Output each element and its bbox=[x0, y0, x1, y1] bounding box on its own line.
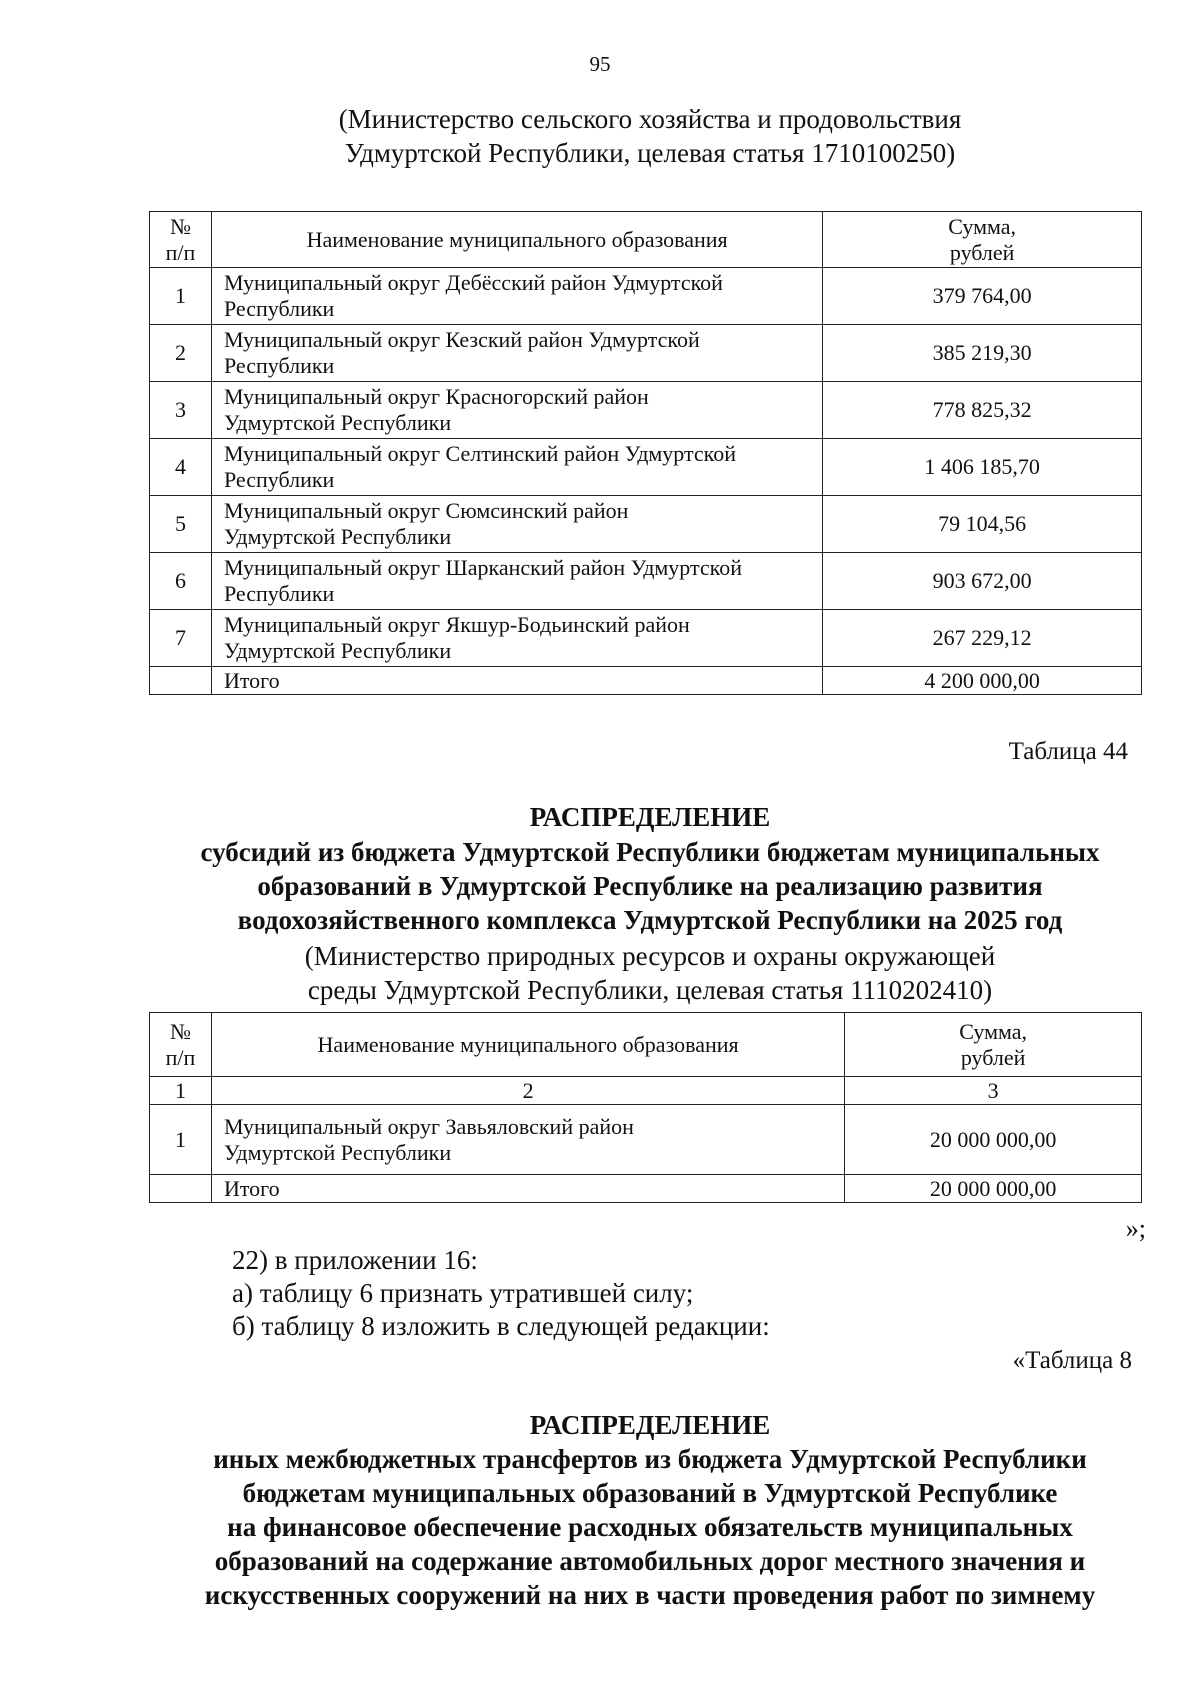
row-sum: 79 104,56 bbox=[823, 496, 1142, 553]
header-num-line: № bbox=[169, 213, 191, 239]
table-row bbox=[150, 268, 1142, 325]
row-name bbox=[211, 553, 822, 610]
subtitle-line: (Министерство сельского хозяйства и продовольствия bbox=[338, 104, 962, 134]
row-name-line: Муниципальный округ Дебёсский район Удмуртской bbox=[223, 270, 723, 295]
row-num: 3 bbox=[150, 382, 212, 439]
row-name-line: Удмуртской Республики bbox=[223, 410, 452, 435]
header-name: Наименование муниципального образования bbox=[211, 1013, 844, 1077]
header-num-line: № bbox=[169, 1018, 191, 1044]
row-sum: 778 825,32 bbox=[823, 382, 1142, 439]
table-row bbox=[150, 610, 1142, 667]
subtitle-line: Удмуртской Республики, целевая статья 1710100250) bbox=[344, 138, 956, 168]
row-name-line: Муниципальный округ Завьяловский район bbox=[223, 1113, 634, 1139]
header-num-line: п/п bbox=[165, 1044, 196, 1070]
row-name-line: Республики bbox=[223, 581, 335, 606]
table-row bbox=[150, 1105, 1142, 1175]
row-name bbox=[211, 382, 822, 439]
row-sum: 379 764,00 bbox=[823, 268, 1142, 325]
section2-bold-line: водохозяйственного комплекса Удмуртской Республики на 2025 год bbox=[237, 905, 1063, 935]
section2-bold-line: образований в Удмуртской Республике на реализацию развития bbox=[257, 871, 1043, 901]
amendment-line: б) таблицу 8 изложить в следующей редакции: bbox=[232, 1311, 770, 1341]
table-header-row bbox=[150, 1013, 1142, 1077]
section3-bold-line: на финансовое обеспечение расходных обязательств муниципальных bbox=[227, 1512, 1073, 1542]
row-name-line: Республики bbox=[223, 467, 335, 492]
section3-bold-line: бюджетам муниципальных образований в Удмуртской Республике bbox=[242, 1478, 1058, 1508]
row-sum: 20 000 000,00 bbox=[845, 1105, 1142, 1175]
section2-subtitle-line: (Министерство природных ресурсов и охраны окружающей bbox=[304, 941, 996, 971]
row-name-line: Муниципальный округ Селтинский район Удмуртской bbox=[223, 441, 737, 466]
row-num: 1 bbox=[150, 1105, 212, 1175]
row-sum: 1 406 185,70 bbox=[823, 439, 1142, 496]
row-num: 1 bbox=[150, 268, 212, 325]
row-num: 5 bbox=[150, 496, 212, 553]
section3-bold-line: иных межбюджетных трансфертов из бюджета Удмуртской Республики bbox=[213, 1444, 1087, 1474]
row-name-line: Муниципальный округ Красногорский район bbox=[223, 384, 649, 409]
row-name bbox=[211, 325, 822, 382]
row-name bbox=[211, 1105, 844, 1175]
total-label: Итого bbox=[211, 667, 822, 695]
row-num: 6 bbox=[150, 553, 212, 610]
row-name bbox=[211, 268, 822, 325]
row-name-line: Удмуртской Республики bbox=[223, 638, 452, 663]
header-num bbox=[150, 1013, 212, 1077]
header-sum-line: Сумма, bbox=[959, 1018, 1028, 1044]
section3-bold-line: образований на содержание автомобильных дорог местного значения и bbox=[214, 1546, 1086, 1576]
amendment-line: а) таблицу 6 признать утратившей силу; bbox=[232, 1278, 694, 1308]
row-name-line: Удмуртской Республики bbox=[223, 524, 452, 549]
table-row bbox=[150, 553, 1142, 610]
row-sum: 267 229,12 bbox=[823, 610, 1142, 667]
table-row bbox=[150, 325, 1142, 382]
total-sum: 4 200 000,00 bbox=[823, 667, 1142, 695]
row-name-line: Муниципальный округ Якшур-Бодьинский район bbox=[223, 612, 690, 637]
table-total-row bbox=[150, 1175, 1142, 1203]
total-sum: 20 000 000,00 bbox=[845, 1175, 1142, 1203]
row-num: 4 bbox=[150, 439, 212, 496]
amendment-line: 22) в приложении 16: bbox=[232, 1245, 478, 1275]
row-name bbox=[211, 496, 822, 553]
section2-bold-line: субсидий из бюджета Удмуртской Республики бюджетам муниципальных bbox=[200, 837, 1100, 867]
distribution-table-1 bbox=[149, 211, 1142, 695]
row-name-line: Муниципальный округ Шарканский район Удмуртской bbox=[223, 555, 743, 580]
header-num bbox=[150, 212, 212, 268]
table-8-label: «Таблица 8 bbox=[1012, 1347, 1132, 1374]
header-sum bbox=[845, 1013, 1142, 1077]
col-number: 2 bbox=[211, 1077, 844, 1105]
row-name-line: Муниципальный округ Сюмсинский район bbox=[223, 498, 629, 523]
row-name bbox=[211, 439, 822, 496]
row-name-line: Муниципальный округ Кезский район Удмуртской bbox=[223, 327, 700, 352]
col-number: 3 bbox=[845, 1077, 1142, 1105]
row-name-line: Удмуртской Республики bbox=[223, 1139, 452, 1165]
total-empty-cell bbox=[150, 667, 212, 695]
page-number: 95 bbox=[589, 52, 611, 76]
section3-bold-line: искусственных сооружений на них в части проведения работ по зимнему bbox=[204, 1580, 1096, 1610]
row-num: 7 bbox=[150, 610, 212, 667]
row-name-line: Республики bbox=[223, 353, 335, 378]
distribution-table-44 bbox=[149, 1012, 1142, 1203]
header-sum-line: рублей bbox=[960, 1044, 1026, 1070]
section3-title: РАСПРЕДЕЛЕНИЕ bbox=[529, 1410, 771, 1440]
row-sum: 903 672,00 bbox=[823, 553, 1142, 610]
col-number: 1 bbox=[150, 1077, 212, 1105]
header-sum bbox=[823, 212, 1142, 268]
header-name: Наименование муниципального образования bbox=[211, 212, 822, 268]
header-sum-line: Сумма, bbox=[948, 213, 1017, 239]
table-header-row bbox=[150, 212, 1142, 268]
row-num: 2 bbox=[150, 325, 212, 382]
section2-title: РАСПРЕДЕЛЕНИЕ bbox=[529, 802, 771, 832]
section2-subtitle-line: среды Удмуртской Республики, целевая статья 1110202410) bbox=[307, 975, 993, 1005]
total-label: Итого bbox=[211, 1175, 844, 1203]
row-name-line: Республики bbox=[223, 296, 335, 321]
closing-quote-mark: »; bbox=[1125, 1214, 1146, 1243]
row-sum: 385 219,30 bbox=[823, 325, 1142, 382]
total-empty-cell bbox=[150, 1175, 212, 1203]
table-total-row bbox=[150, 667, 1142, 695]
header-sum-line: рублей bbox=[949, 239, 1015, 265]
table-44-label: Таблица 44 bbox=[1008, 738, 1128, 765]
table-row bbox=[150, 382, 1142, 439]
table-row bbox=[150, 439, 1142, 496]
column-number-row bbox=[150, 1077, 1142, 1105]
row-name bbox=[211, 610, 822, 667]
header-num-line: п/п bbox=[165, 239, 196, 265]
table-row bbox=[150, 496, 1142, 553]
